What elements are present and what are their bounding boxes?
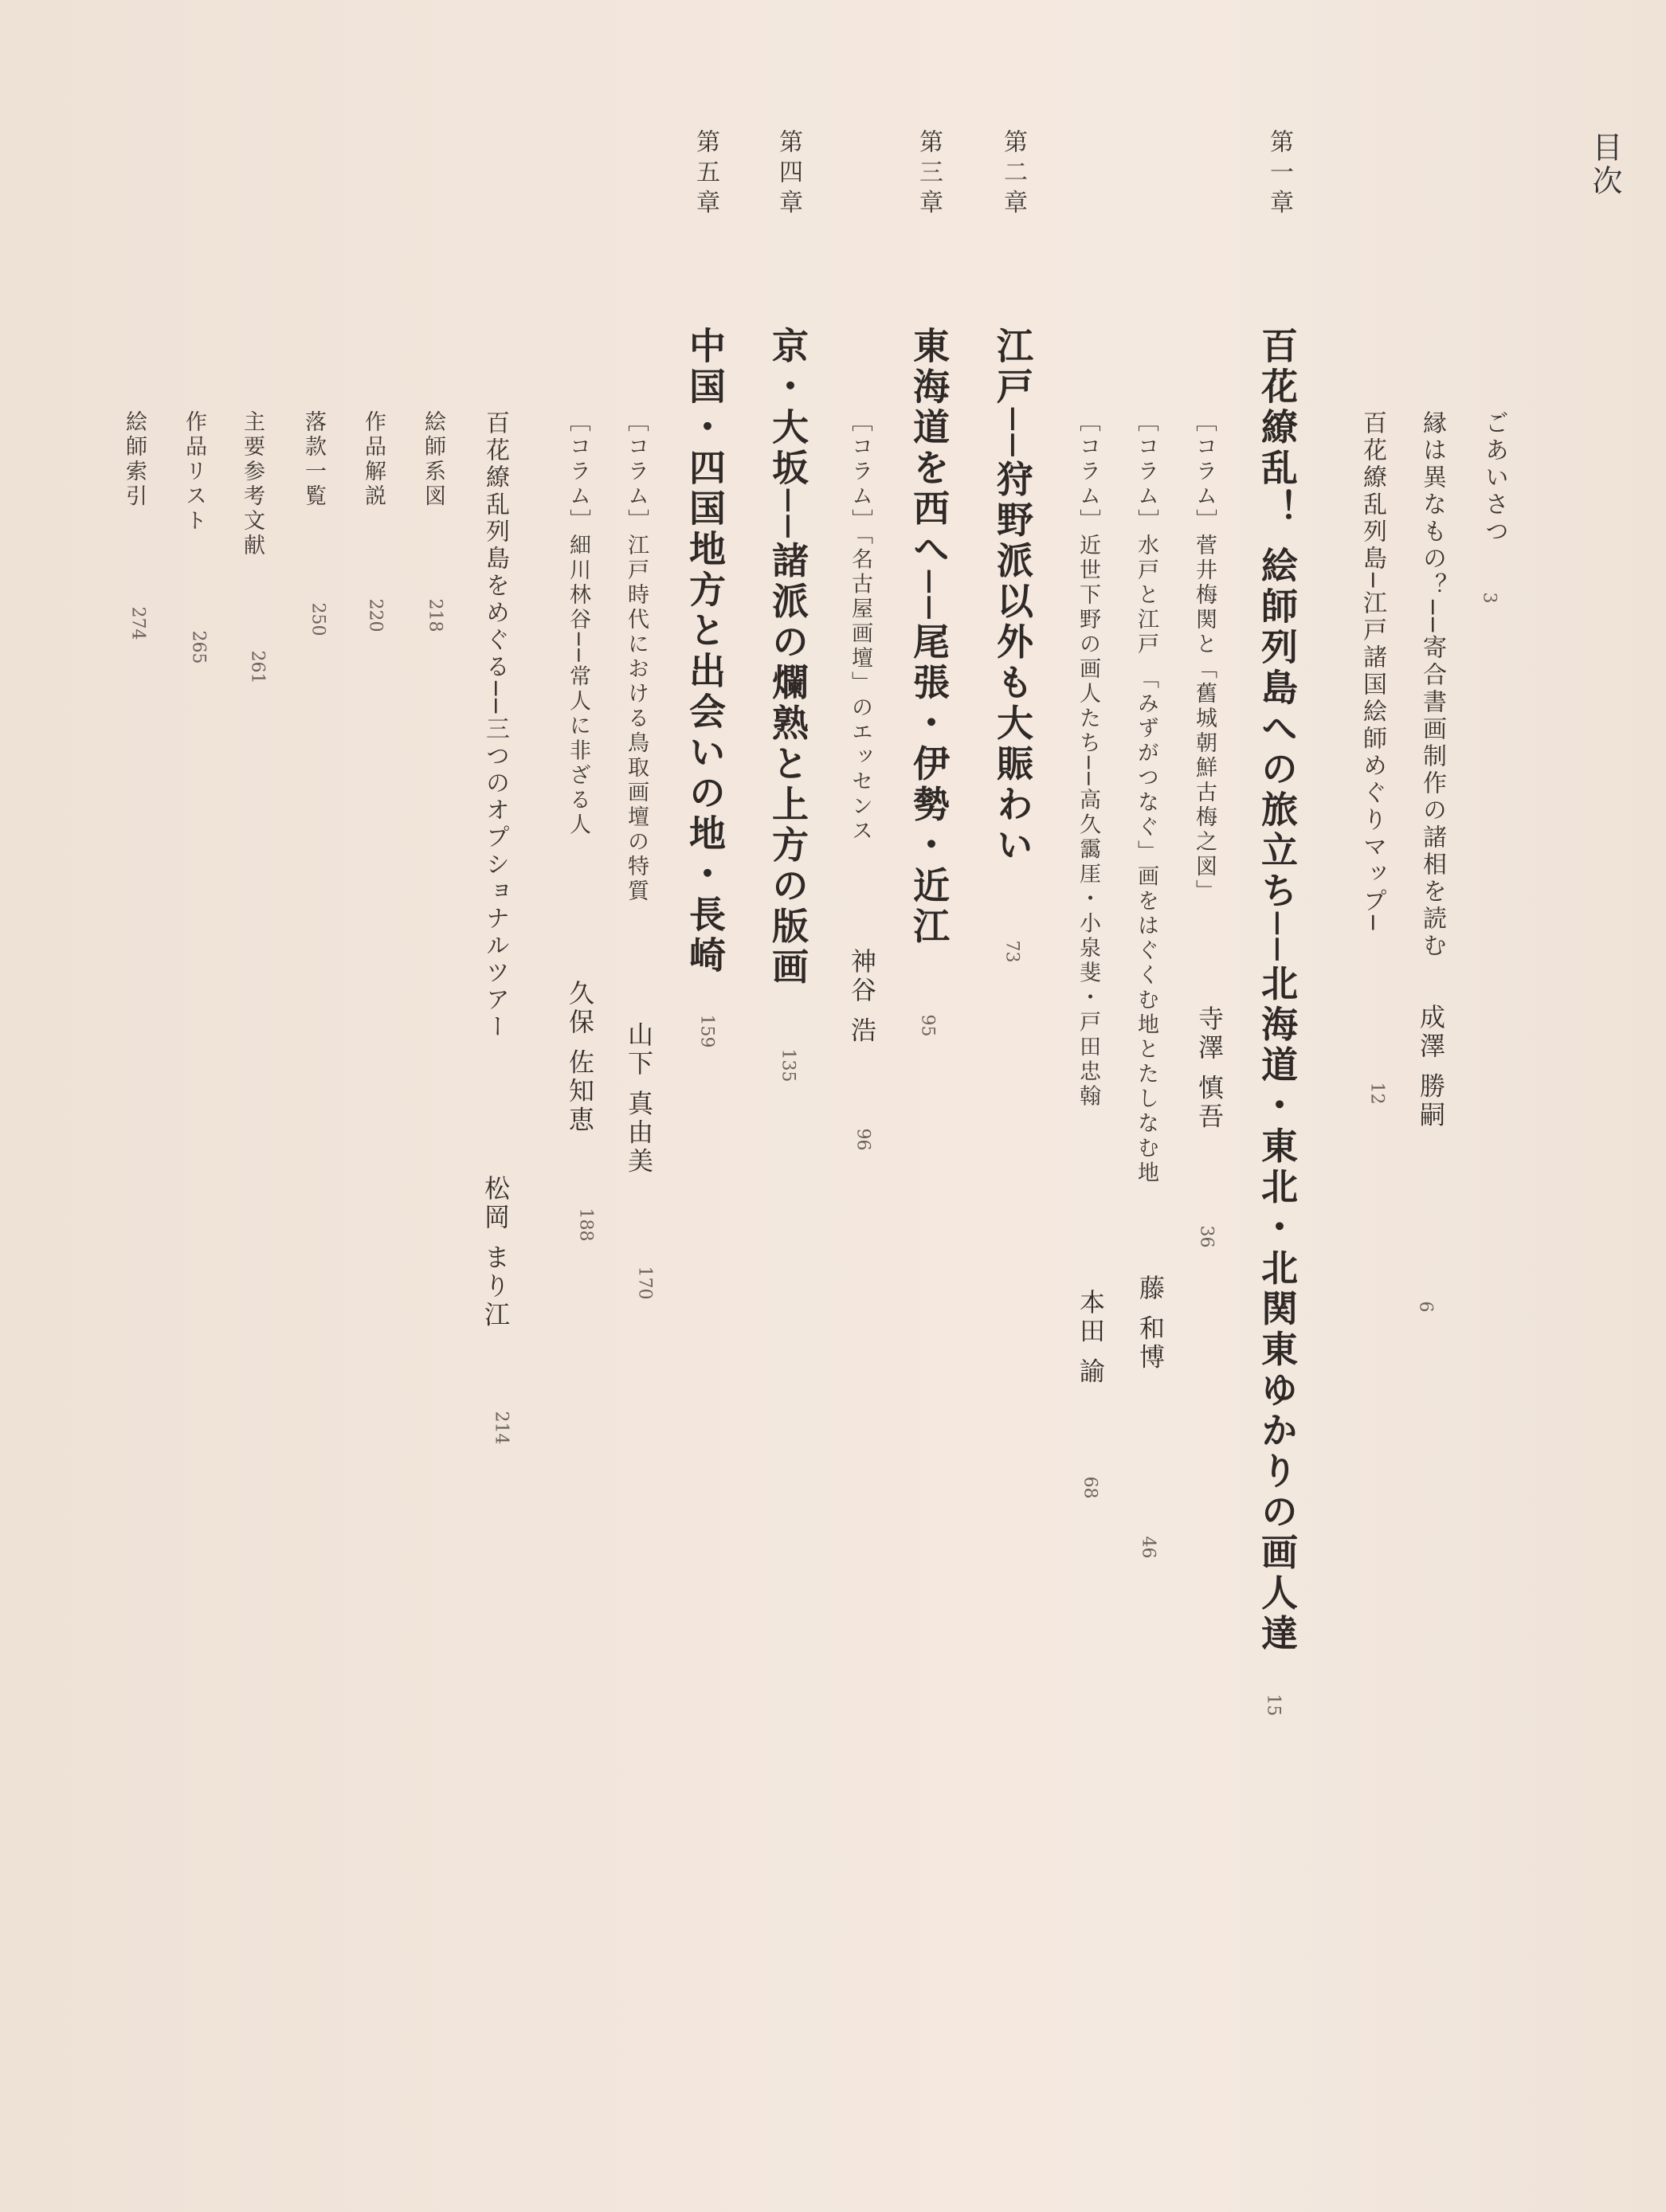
afterword-title: 百花繚乱列島をめぐる──三つのオプショナルツアー [481,410,509,1042]
intro-essay-author: 成澤 勝嗣 [1416,1004,1446,1130]
appendix-artist-index-page: 274 [127,606,148,640]
chapter-3-column-1-author: 神谷 浩 [847,948,877,1046]
appendix-seals-page: 250 [308,602,328,636]
chapter-4-title: 京・大坂──諸派の爛熟と上方の版画 [766,327,809,989]
appendix-references-title: 主要参考文献 [240,410,265,558]
chapter-1-column-3-page: 68 [1080,1476,1100,1499]
appendix-seals-title: 落款一覧 [301,410,326,509]
chapter-1-title: 百花繚乱！ 絵師列島への旅立ち──北海道・東北・北関東ゆかりの画人達 [1256,327,1299,1655]
chapter-5-column-1-page: 170 [634,1266,655,1300]
chapter-5-page: 159 [696,1014,717,1048]
chapter-2-label: 第二章 [999,129,1027,220]
chapter-1-column-2-author: 藤 和博 [1135,1274,1166,1372]
chapter-3-label: 第三章 [915,129,943,220]
appendix-references-page: 261 [247,650,268,684]
chapter-1-column-1-title: ［コラム］菅井梅関と「舊城朝鮮古梅之図」 [1192,410,1217,904]
chapter-1-column-2-page: 46 [1138,1536,1158,1559]
intro-essay-page: 6 [1415,1301,1436,1313]
chapter-4-page: 135 [778,1048,798,1083]
afterword-author: 松岡 まり江 [480,1175,511,1330]
intro-greeting-title: ごあいさつ [1480,410,1508,546]
chapter-3-page: 95 [917,1014,938,1037]
chapter-1-column-2-title: ［コラム］水戸と江戸 「みずがつなぐ」画をはぐくむ地とたしなむ地 [1134,410,1158,1186]
intro-essay-title: 縁は異なもの？──寄合書画制作の諸相を読む [1418,410,1446,961]
chapter-1-column-3-title: ［コラム］近世下野の画人たち──高久靄厓・小泉斐・戸田忠翰 [1076,410,1100,1110]
chapter-2-page: 73 [1002,940,1022,963]
appendix-commentary-title: 作品解説 [361,410,386,509]
chapter-5-label: 第五章 [692,129,719,220]
toc-heading: 目次 [1587,131,1622,198]
chapter-1-page: 15 [1263,1693,1284,1717]
chapter-3-column-1-title: ［コラム］「名古屋画壇」のエッセンス [848,410,872,844]
chapter-4-label: 第四章 [774,129,802,220]
chapter-5-column-1-title: ［コラム］江戸時代における鳥取画壇の特質 [624,410,649,904]
afterword-page: 214 [491,1411,512,1445]
intro-map-title: 百花繚乱列島─江戸諸国絵師めぐりマップ─ [1358,410,1386,934]
chapter-5-column-1-author: 山下 真由美 [624,1021,654,1176]
chapter-1-column-1-author: 寺澤 慎吾 [1194,1005,1225,1132]
intro-greeting-page: 3 [1479,592,1499,604]
chapter-5-column-2-page: 188 [575,1208,596,1242]
chapter-1-column-1-page: 36 [1196,1225,1217,1248]
appendix-works-list-title: 作品リスト [182,410,206,534]
chapter-5-column-2-author: 久保 佐知恵 [565,980,595,1135]
appendix-commentary-page: 220 [365,598,386,632]
appendix-works-list-page: 265 [188,630,209,664]
chapter-2-title: 江戸──狩野派以外も大賑わい [991,327,1034,867]
appendix-genealogy-page: 218 [425,598,445,632]
chapter-1-label: 第一章 [1265,129,1293,220]
chapter-5-title: 中国・四国地方と出会いの地・長崎 [684,327,727,977]
appendix-artist-index-title: 絵師索引 [122,410,147,509]
chapter-5-column-2-title: ［コラム］細川林谷──常人に非ざる人 [566,410,590,838]
chapter-3-title: 東海道を西へ──尾張・伊勢・近江 [907,327,951,948]
appendix-genealogy-title: 絵師系図 [421,410,445,509]
intro-map-page: 12 [1366,1082,1387,1105]
chapter-1-column-3-author: 本田 諭 [1076,1289,1106,1387]
chapter-3-column-1-page: 96 [853,1128,873,1151]
